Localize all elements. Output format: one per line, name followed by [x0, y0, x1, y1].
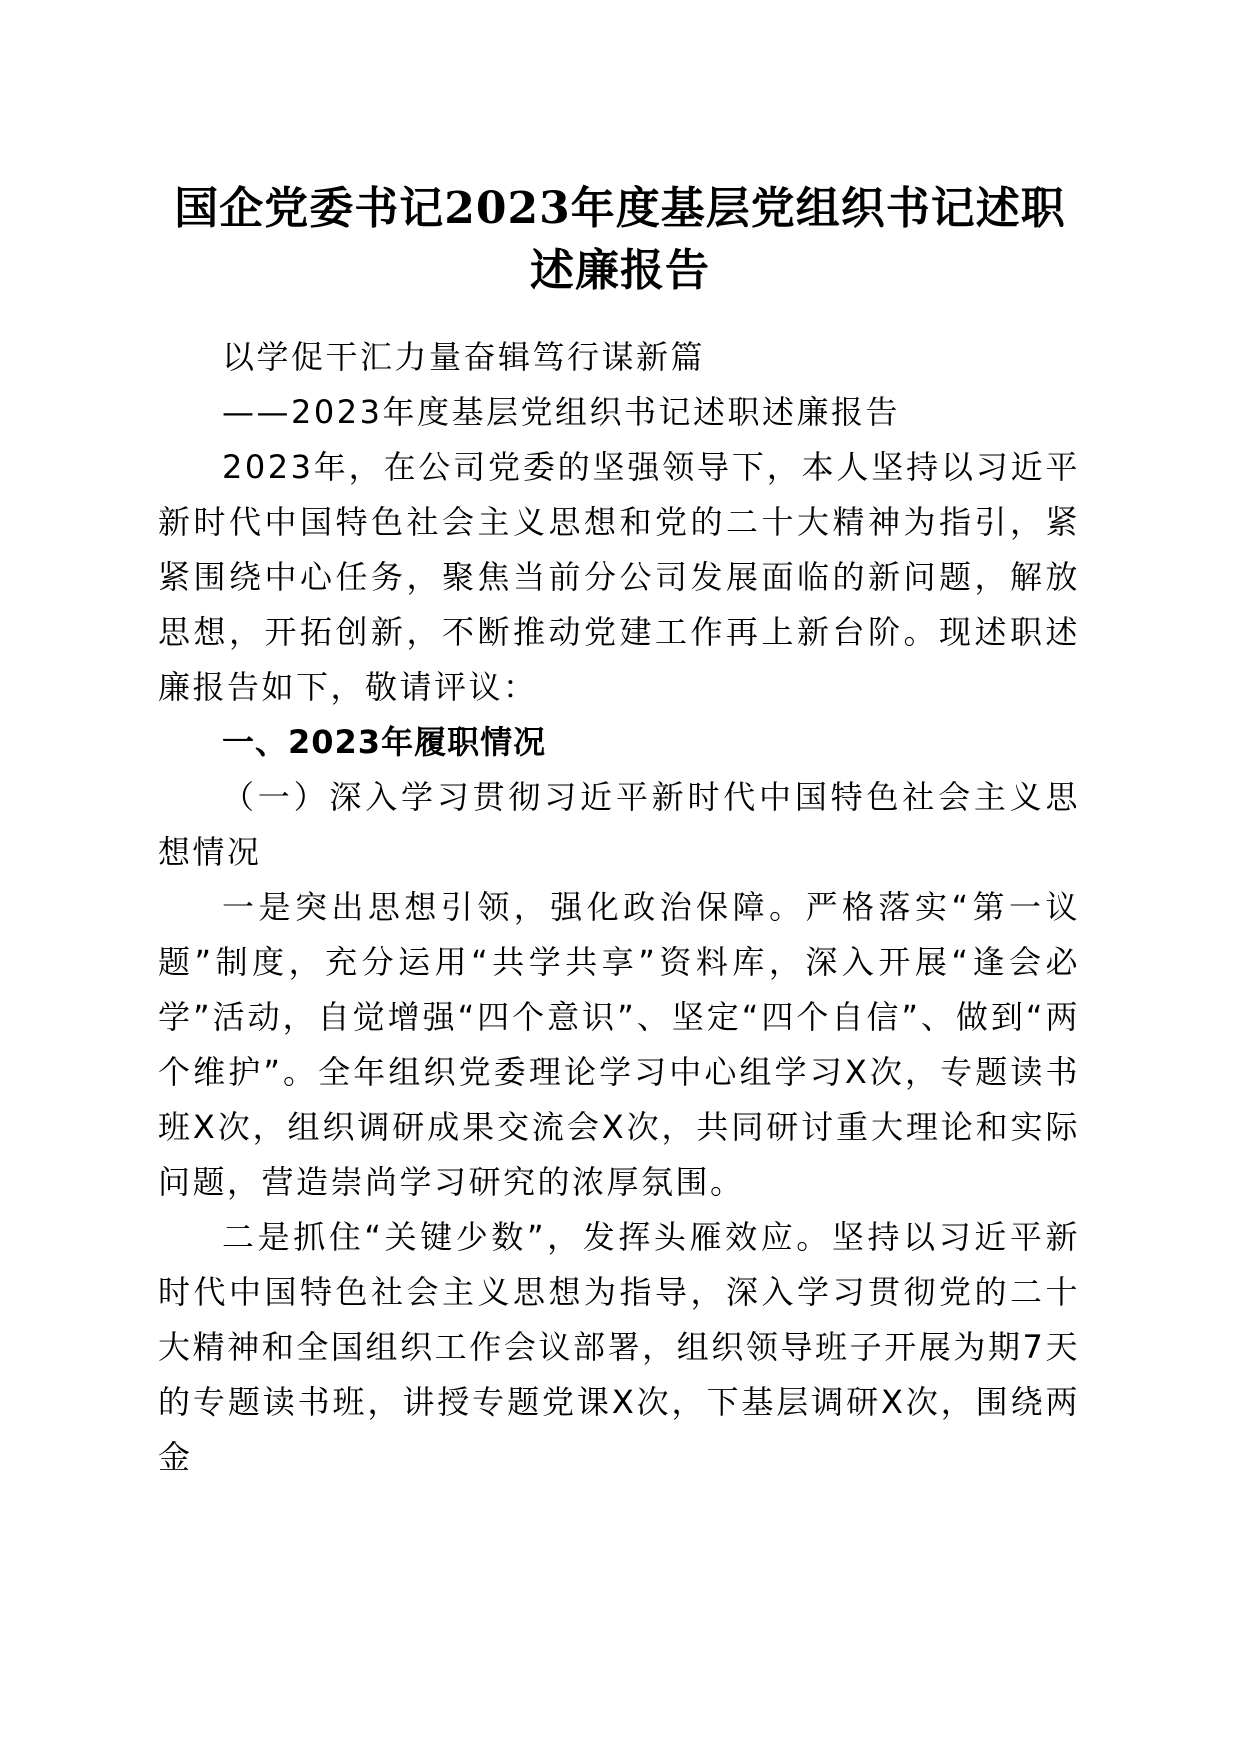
- section-1-subheading: （一）深入学习贯彻习近平新时代中国特色社会主义思想情况: [158, 778, 1080, 871]
- document-body: [158, 330, 1080, 1485]
- document-title: [150, 178, 1090, 302]
- intro-paragraph: 2023年，在公司党委的坚强领导下，本人坚持以习近平新时代中国特色社会主义思想和党的二十大精神为指引，紧紧围绕中心任务，聚焦当前分公司发展面临的新问题，解放思想，开拓创新，不断推动党建工作再上新台阶。现述职述廉报告如下，敬请评议：: [158, 448, 1080, 706]
- subtitle: 以学促干汇力量奋辑笃行谋新篇: [222, 338, 706, 376]
- paragraph-2: 二是抓住“关键少数”，发挥头雁效应。坚持以习近平新时代中国特色社会主义思想为指导，深入学习贯彻党的二十大精神和全国组织工作会议部署，组织领导班子开展为期7天的专题读书班，讲授专题党课X次，下基层调研X次，围绕两金: [158, 1218, 1080, 1476]
- title-line-2: 述廉报告: [530, 245, 710, 296]
- subtitle-dash: ——2023年度基层党组织书记述职述廉报告: [222, 393, 900, 431]
- section-1-heading: 一、2023年履职情况: [222, 723, 547, 761]
- paragraph-1: 一是突出思想引领，强化政治保障。严格落实“第一议题”制度，充分运用“共学共享”资料库，深入开展“逢会必学”活动，自觉增强“四个意识”、坚定“四个自信”、做到“两个维护”。全年组织党委理论学习中心组学习X次，专题读书班X次，组织调研成果交流会X次，共同研讨重大理论和实际问题，营造崇尚学习研究的浓厚氛围。: [158, 888, 1080, 1201]
- title-line-1: 国企党委书记2023年度基层党组织书记述职: [174, 183, 1066, 234]
